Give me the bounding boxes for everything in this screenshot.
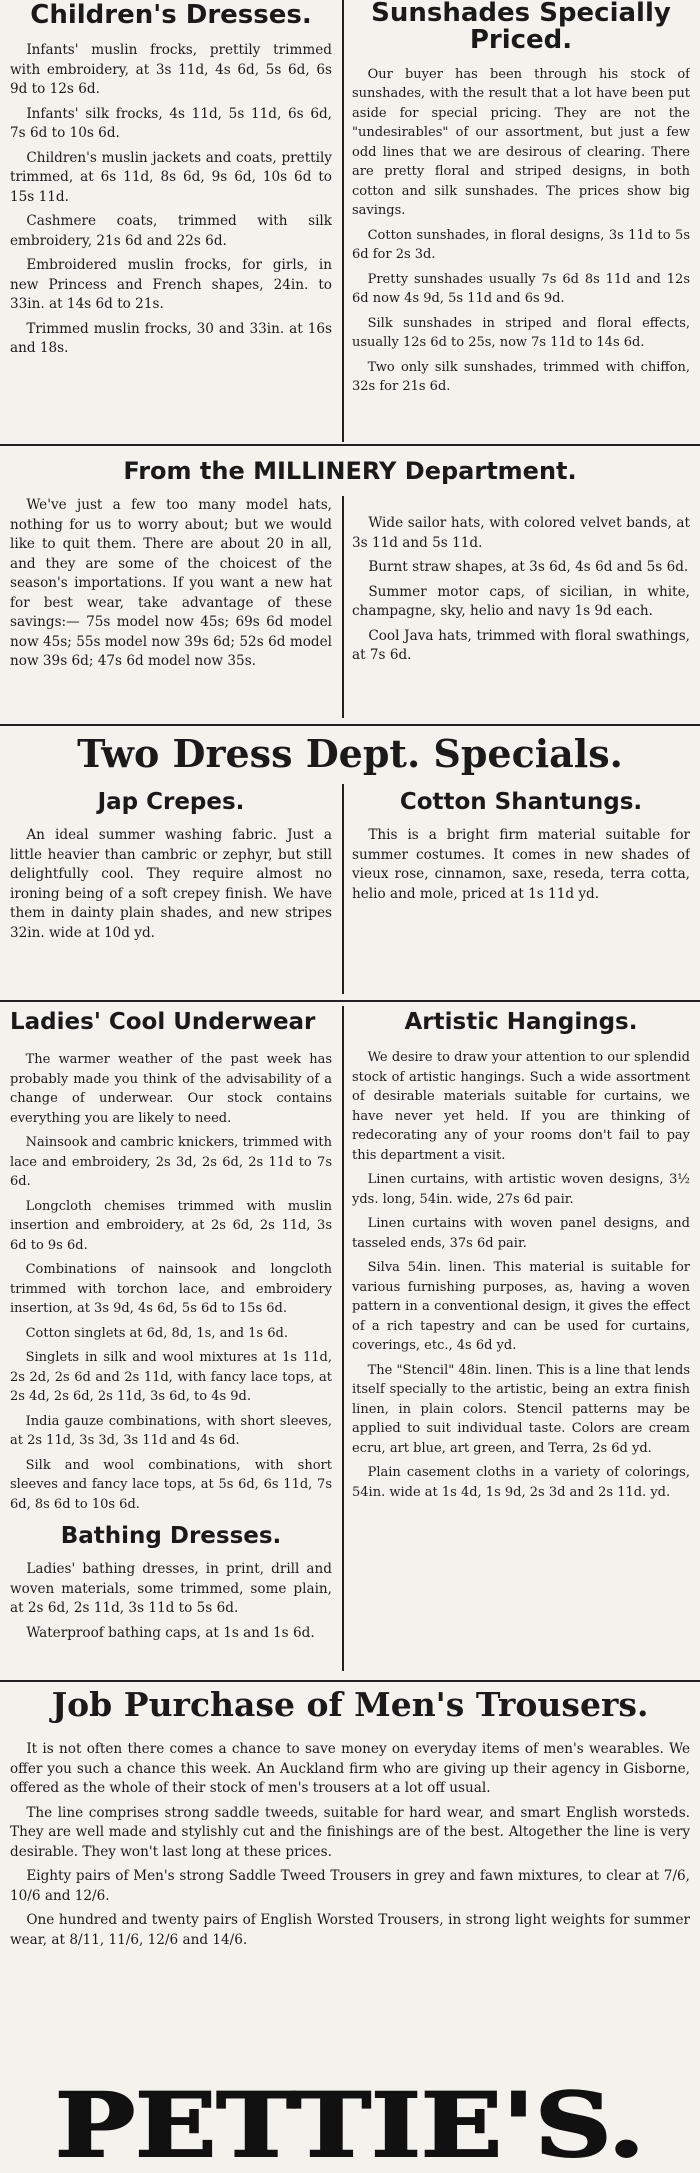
jap-crepes-body [10, 826, 332, 943]
cotton-shantungs-column [352, 790, 690, 990]
paragraph: Two only silk sunshades, trimmed with chiffon, 32s for 21s 6d. [352, 359, 690, 395]
trousers-body-column [10, 1740, 690, 2070]
childrens-dresses-heading: Children's Dresses. [30, 2, 312, 30]
dress-dept-heading: Two Dress Dept. Specials. [77, 731, 623, 776]
paragraph: One hundred and twenty pairs of English Worsted Trousers, in strong light weights for summer wear, at 8/11, 11/6, 12/6 and 14/6. [10, 1912, 690, 1948]
section3-divider [0, 1000, 700, 1002]
paragraph: Combinations of nainsook and longcloth trimmed with torchon lace, and embroidery insertion, at 3s 9d, 4s 6d, 5s 6d to 15s 6d. [10, 1262, 332, 1317]
sunshades-body [352, 65, 690, 397]
paragraph: Silk sunshades in striped and floral effects, usually 12s 6d to 25s, now 7s 11d to 14s 6d. [352, 315, 690, 351]
bathing-dresses-body [10, 1560, 332, 1643]
paragraph: Infants' muslin frocks, prettily trimmed with embroidery, at 3s 11d, 4s 6d, 5s 6d, 6s 9d to 12s 6d. [10, 42, 332, 98]
hangings-column [352, 1010, 690, 1670]
paragraph: Nainsook and cambric knickers, trimmed with lace and embroidery, 2s 3d, 2s 6d, 2s 11d to 7s 6d. [10, 1135, 332, 1190]
millinery-right-column [352, 514, 690, 718]
paragraph: The "Stencil" 48in. linen. This is a line that lends itself specially to the artistic, being an extra finish linen, in plain colors. Stencil patterns may be applied to suit individual taste. Colors are cream ecru, art blue, art green, and Terra, 2s 6d yd. [352, 1362, 690, 1456]
paragraph: Wide sailor hats, with colored velvet bands, at 3s 11d and 5s 11d. [352, 515, 690, 551]
millinery-left-body [10, 496, 332, 672]
section4-divider [0, 1680, 700, 1682]
paragraph: This is a bright firm material suitable for summer costumes. It comes in new shades of vieux rose, cinnamon, saxe, reseda, terra cotta, helio and mole, priced at 1s 11d yd. [352, 827, 690, 902]
paragraph: Cool Java hats, trimmed with floral swathings, at 7s 6d. [352, 627, 690, 663]
paragraph: We desire to draw your attention to our splendid stock of artistic hangings. Such a wide assortment of desirable materials suitable for curtains, we have never yet held. If you are thinking of redecorating any of your rooms don't fail to pay this department a visit. [352, 1050, 690, 1163]
paragraph: Silva 54in. linen. This material is suitable for various furnishing purposes, as, having a woven pattern in a conventional design, it gives the effect of a rich tapestry and can be used for curtains, coverings, etc., 4s 6d yd. [352, 1260, 690, 1354]
paragraph: Cashmere coats, trimmed with silk embroidery, 21s 6d and 22s 6d. [10, 213, 332, 249]
jap-crepes-heading: Jap Crepes. [97, 790, 245, 815]
cotton-shantungs-body [352, 826, 690, 904]
paragraph: Our buyer has been through his stock of sunshades, with the result that a lot have been put aside for special pricing. They are not the "undesirables" of our assortment, but just a few odd lines that we are desirous of clearing. There are pretty floral and striped designs, in both cotton and silk sunshades. The prices show big savings. [352, 66, 690, 219]
section4-column-divider [342, 1006, 344, 1671]
millinery-heading: From the MILLINERY Department. [123, 457, 577, 485]
paragraph: Ladies' bathing dresses, in print, drill and woven materials, some trimmed, some plain, at 2s 6d, 2s 11d, 3s 11d to 5s 6d. [10, 1561, 332, 1617]
millinery-right-body [352, 514, 690, 666]
trousers-body [10, 1740, 690, 1950]
underwear-heading: Ladies' Cool Underwear [10, 1010, 316, 1035]
paragraph: Trimmed muslin frocks, 30 and 33in. at 16s and 18s. [10, 320, 332, 357]
jap-crepes-column [10, 790, 332, 990]
sunshades-column [352, 0, 690, 438]
underwear-column [10, 1010, 332, 1670]
millinery-left-column [10, 496, 332, 718]
childrens-dresses-column [10, 2, 332, 438]
paragraph: Embroidered muslin frocks, for girls, in new Princess and French shapes, 24in. to 33in. at 14s 6d to 21s. [10, 257, 332, 313]
paragraph: Linen curtains with woven panel designs, and tasseled ends, 37s 6d pair. [352, 1216, 690, 1251]
paragraph: The line comprises strong saddle tweeds, suitable for hard wear, and smart English worsteds. They are well made and stylishly cut and the finishings are of the best. Altogether the line is very desirable. They won't last long at these prices. [10, 1804, 690, 1860]
underwear-body [10, 1050, 332, 1514]
hangings-body [352, 1048, 690, 1502]
paragraph: Silk and wool combinations, with short sleeves and fancy lace tops, at 5s 6d, 6s 11d, 7s 6d, 8s 6d to 10s 6d. [10, 1457, 332, 1512]
paragraph: Longcloth chemises trimmed with muslin insertion and embroidery, at 2s 6d, 2s 11d, 3s 6d to 9s 6d. [10, 1198, 332, 1253]
paragraph: Cotton sunshades, in floral designs, 3s 11d to 5s 6d for 2s 3d. [352, 227, 690, 263]
paragraph: Cotton singlets at 6d, 8d, 1s, and 1s 6d. [25, 1325, 288, 1341]
paragraph: We've just a few too many model hats, nothing for us to worry about; but we would like to quit them. There are about 20 in all, and they are some of the choicest of the season's importations. If you want a new hat for best wear, take advantage of these savings:— 75s model now 45s; 69s 6d model now 45s; 55s model now 39s 6d; 52s 6d model now 39s 6d; 47s 6d model now 35s. [10, 497, 332, 669]
millinery-column-divider [342, 496, 344, 718]
section2-divider [0, 724, 700, 726]
paragraph: An ideal summer washing fabric. Just a little heavier than cambric or zephyr, but still delightfully cool. They require almost no ironing being of a soft crepey finish. We have them in dainty plain shades, and new stripes 32in. wide at 10d yd. [10, 827, 332, 941]
petties-logo-text: PETTIE'S. [55, 2076, 645, 2168]
petties-logo [50, 2076, 650, 2168]
hangings-heading: Artistic Hangings. [404, 1010, 638, 1035]
paragraph: Singlets in silk and wool mixtures at 1s 11d, 2s 2d, 2s 6d and 2s 11d, with fancy lace tops, at 2s 4d, 2s 6d, 2s 11d, 3s 6d, to 4s 9d. [10, 1350, 332, 1405]
paragraph: Waterproof bathing caps, at 1s and 1s 6d. [26, 1624, 315, 1641]
paragraph: Infants' silk frocks, 4s 11d, 5s 11d, 6s 6d, 7s 6d to 10s 6d. [10, 105, 332, 142]
cotton-shantungs-heading: Cotton Shantungs. [399, 790, 643, 815]
paragraph: Summer motor caps, of sicilian, in white, champagne, sky, helio and navy 1s 9d each. [352, 583, 690, 619]
paragraph: It is not often there comes a chance to save money on everyday items of men's wearables. We offer you such a chance this week. An Auckland firm who are giving up their agency in Gisborne, offered as the whole of their stock of men's trousers at a lot off usual. [10, 1741, 690, 1796]
dress-dept-column-divider [342, 784, 344, 994]
bathing-dresses-heading: Bathing Dresses. [60, 1523, 282, 1550]
trousers-heading: Job Purchase of Men's Trousers. [51, 1685, 649, 1724]
paragraph: Linen curtains, with artistic woven designs, 3½ yds. long, 54in. wide, 27s 6d pair. [352, 1172, 690, 1207]
sunshades-heading: Sunshades Specially Priced. [371, 0, 671, 56]
paragraph: The warmer weather of the past week has probably made you think of the advisability of a change of underwear. Our stock contains everything you are likely to need. [10, 1052, 332, 1126]
paragraph: India gauze combinations, with short sleeves, at 2s 11d, 3s 3d, 3s 11d and 4s 6d. [10, 1413, 332, 1449]
paragraph: Burnt straw shapes, at 3s 6d, 4s 6d and 5s 6d. [368, 559, 689, 575]
paragraph: Pretty sunshades usually 7s 6d 8s 11d and 12s 6d now 4s 9d, 5s 11d and 6s 9d. [352, 271, 690, 307]
section1-column-divider [342, 0, 344, 442]
paragraph: Eighty pairs of Men's strong Saddle Tweed Trousers in grey and fawn mixtures, to clear at 7/6, 10/6 and 12/6. [10, 1868, 690, 1904]
paragraph: Plain casement cloths in a variety of colorings, 54in. wide at 1s 4d, 1s 9d, 2s 3d and 2s 11d. yd. [352, 1465, 690, 1500]
childrens-dresses-body [10, 41, 332, 359]
paragraph: Children's muslin jackets and coats, prettily trimmed, at 6s 11d, 8s 6d, 9s 6d, 10s 6d to 15s 11d. [10, 149, 332, 205]
section1-divider [0, 444, 700, 446]
